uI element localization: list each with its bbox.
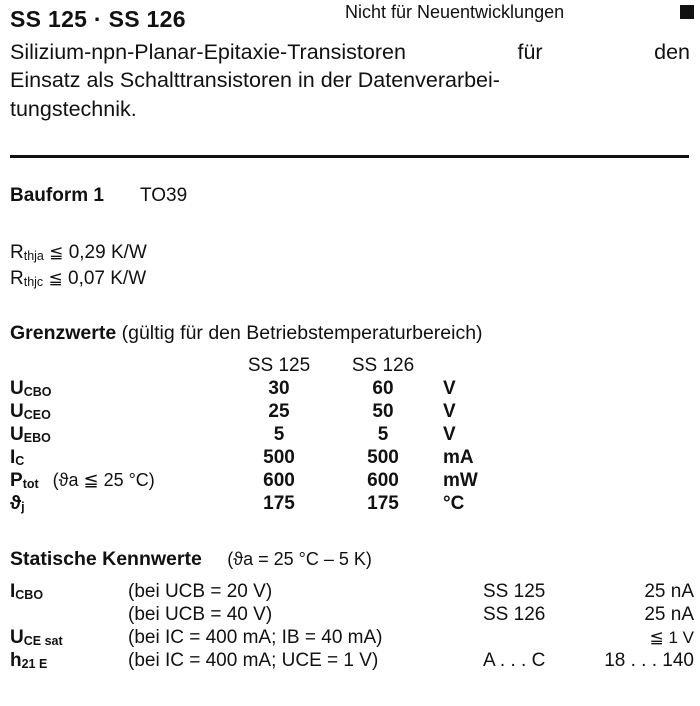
symbol-sub: C xyxy=(15,454,25,468)
symbol-base: P xyxy=(10,470,23,491)
static-characteristics-section xyxy=(10,548,694,673)
static-row-value: 18 . . . 140 xyxy=(604,650,694,671)
limits-row-ss125: 500 xyxy=(263,447,295,468)
static-row-type xyxy=(483,627,593,650)
limits-row-ss125: 30 xyxy=(268,378,290,399)
intro-line-1-part-3: den xyxy=(654,40,690,64)
limits-col-unit xyxy=(433,355,513,378)
static-row-symbol xyxy=(10,581,128,604)
symbol-base: I xyxy=(10,447,16,468)
table-row xyxy=(10,627,694,650)
intro-line-1-part-1: Silizium-npn-Planar-Epitaxie-Transistoren xyxy=(10,40,406,64)
symbol-base: h xyxy=(10,650,22,671)
static-row-condition: (bei UCB = 20 V) xyxy=(128,581,273,602)
symbol-base: I xyxy=(10,581,16,602)
rth-ja-row xyxy=(10,240,147,266)
limits-row-symbol xyxy=(10,493,225,516)
limits-row-ss126: 60 xyxy=(372,378,394,399)
rth-jc-relation: ≦ xyxy=(48,269,63,289)
table-row xyxy=(10,401,513,424)
rth-jc-symbol: R xyxy=(10,268,24,290)
limits-col-symbol xyxy=(10,355,225,378)
limits-row-unit: V xyxy=(443,378,456,399)
limits-row-unit: °C xyxy=(443,493,465,514)
static-row-condition: (bei IC = 400 mA; UCE = 1 V) xyxy=(128,650,379,671)
horizontal-rule xyxy=(10,155,689,158)
symbol-sub: CBO xyxy=(23,385,52,399)
limits-row-unit: V xyxy=(443,424,456,445)
table-row xyxy=(10,470,513,493)
intro-line-1-part-2: für xyxy=(517,40,543,64)
limits-row-ss125: 600 xyxy=(263,470,295,491)
limits-row-ss125: 175 xyxy=(263,493,295,514)
development-note: Nicht für Neuentwicklungen xyxy=(345,2,565,22)
limits-row-ss125: 5 xyxy=(273,424,285,445)
limits-col-ss125: SS 125 xyxy=(247,355,311,376)
limits-heading-condition: (gültig für den Betriebstemperaturbereich) xyxy=(121,322,483,344)
limits-row-unit: V xyxy=(443,401,456,422)
table-row xyxy=(10,447,513,470)
table-row xyxy=(10,650,694,673)
symbol-base: U xyxy=(10,378,24,399)
limits-section xyxy=(10,322,690,516)
static-row-type: A . . . C xyxy=(483,650,546,671)
table-row xyxy=(10,493,513,516)
limits-table-header xyxy=(10,355,513,378)
static-row-symbol xyxy=(10,604,128,627)
intro-paragraph xyxy=(10,38,690,123)
limits-row-symbol xyxy=(10,401,225,424)
intro-line-1 xyxy=(10,38,690,66)
static-table xyxy=(10,581,694,673)
static-row-type: SS 126 xyxy=(483,604,546,625)
limits-row-ss126: 500 xyxy=(367,447,399,468)
package-label: Bauform 1 xyxy=(10,185,104,206)
rth-ja-symbol: R xyxy=(10,242,24,263)
limits-row-symbol xyxy=(10,470,225,493)
limits-row-symbol xyxy=(10,447,225,470)
symbol-base: U xyxy=(10,627,24,648)
limits-row-ss125: 25 xyxy=(268,401,290,422)
table-row xyxy=(10,604,694,627)
static-row-value: 25 nA xyxy=(644,581,694,602)
table-row xyxy=(10,424,513,447)
limits-row-ss126: 50 xyxy=(372,401,394,422)
black-square-icon xyxy=(680,5,694,19)
static-row-symbol xyxy=(10,650,128,673)
rth-jc-row xyxy=(10,266,147,292)
symbol-sub: j xyxy=(21,500,25,514)
limits-row-ss126: 5 xyxy=(377,424,389,445)
symbol-base: U xyxy=(10,424,24,445)
symbol-sub: EBO xyxy=(23,431,51,445)
page-title: SS 125 · SS 126 xyxy=(10,6,186,32)
limits-heading-title: Grenzwerte xyxy=(10,322,117,344)
static-heading-condition: (ϑa = 25 °C – 5 K) xyxy=(227,549,372,569)
limits-row-symbol xyxy=(10,424,225,447)
table-row xyxy=(10,581,694,604)
static-row-condition: (bei IC = 400 mA; IB = 40 mA) xyxy=(128,627,383,648)
rth-ja-relation: ≦ xyxy=(49,243,64,262)
limits-row-condition: (ϑa ≦ 25 °C) xyxy=(52,470,155,490)
static-row-condition: (bei UCB = 40 V) xyxy=(128,604,273,625)
static-heading xyxy=(10,548,694,571)
symbol-sub: CEO xyxy=(23,408,51,422)
static-row-value: 25 nA xyxy=(644,604,694,625)
rth-jc-value: 0,07 K/W xyxy=(68,268,147,290)
symbol-sub: 21 E xyxy=(21,657,48,671)
table-row xyxy=(10,378,513,401)
limits-col-ss126: SS 126 xyxy=(351,355,415,376)
static-heading-title: Statische Kennwerte xyxy=(10,548,202,570)
package-value: TO39 xyxy=(139,185,188,206)
intro-line-2: Einsatz als Schalttransistoren in der Datenverarbei- xyxy=(10,68,500,93)
static-row-value: ≦ 1 V xyxy=(649,628,694,647)
rth-ja-value: 0,29 K/W xyxy=(68,242,147,263)
rth-ja-subscript: thja xyxy=(23,249,44,263)
limits-row-ss126: 175 xyxy=(367,493,399,514)
package-row xyxy=(10,185,187,207)
limits-row-ss126: 600 xyxy=(367,470,399,491)
symbol-base: U xyxy=(10,401,24,422)
limits-heading xyxy=(10,322,690,345)
limits-row-symbol xyxy=(10,378,225,401)
rth-jc-subscript: thjc xyxy=(23,275,44,290)
limits-table xyxy=(10,355,513,516)
symbol-sub: tot xyxy=(22,477,39,491)
static-row-type: SS 125 xyxy=(483,581,546,602)
intro-line-3: tungstechnik. xyxy=(10,96,137,121)
limits-row-unit: mW xyxy=(443,470,478,491)
static-row-symbol xyxy=(10,627,128,650)
symbol-base: ϑ xyxy=(10,493,22,514)
symbol-sub: CE sat xyxy=(23,634,63,648)
limits-row-unit: mA xyxy=(443,447,474,468)
symbol-sub: CBO xyxy=(15,588,44,602)
thermal-resistance-block xyxy=(10,240,147,292)
